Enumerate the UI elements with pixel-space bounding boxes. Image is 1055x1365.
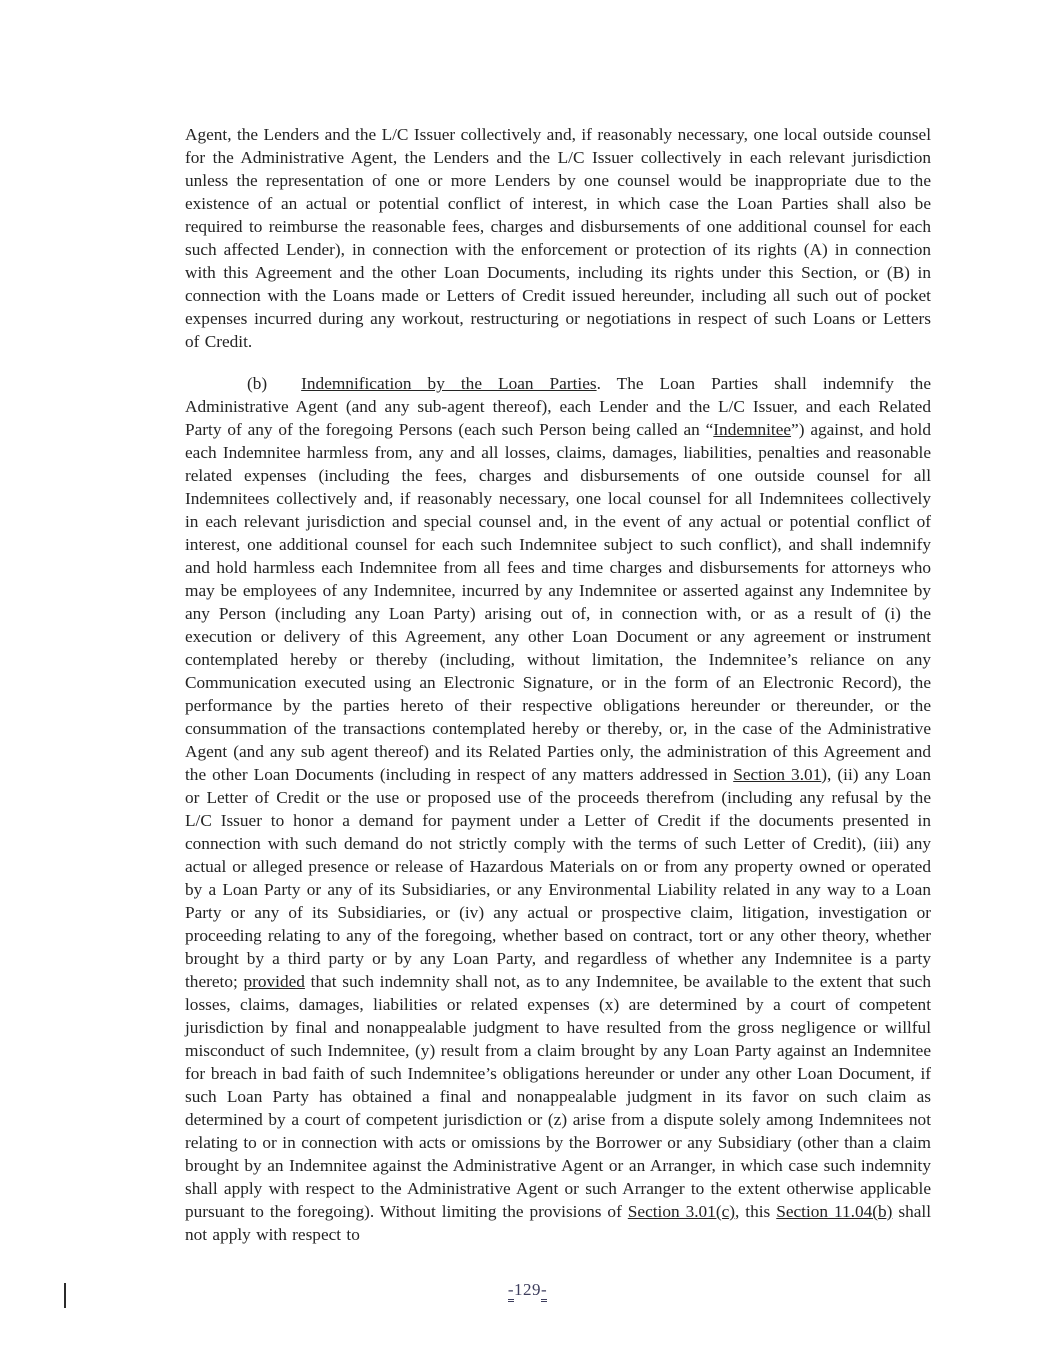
text-segment: ”) against, and hold each Indemnitee harmless from, any and all losses, claims, damages, liabilities, penalties and reasonable related expenses (including the fees, charges and disbursements of one outside counsel for all Indemnitees collectively and, if reasonably necessary, one local counsel for all Indemnitees collectively in each relevant jurisdiction and special counsel and, in the event of any actual or potential conflict of interest, one additional counsel for each such Indemnitee subject to such conflict), and shall indemnify and hold harmless each Indemnitee from all fees and time charges and disbursements for attorneys who may be employees of any Indemnitee, incurred by any Indemnitee or asserted against any Indemnitee by any Person (including any Loan Party) arising out of, in connection with, or as a result of (i) the execution or delivery of this Agreement, any other Loan Document or any agreement or instrument contemplated hereby or thereby (including, without limitation, the Indemnitee’s reliance on any Communication executed using an Electronic Signature, or in the form of an Electronic Record), the performance by the parties hereto of their respective obligations hereunder or thereunder, or the consummation of the transactions contemplated hereby or thereby, or, in the case of the Administrative Agent (and any sub agent thereof) and its Related Parties only, the administration of this Agreement and the other Loan Documents (including in respect of any matters addressed in bbox=[185, 420, 931, 784]
paragraph-indemnification-b bbox=[185, 372, 931, 1246]
text-segment: (b) bbox=[247, 374, 268, 393]
text-segment: provided bbox=[243, 972, 305, 991]
text-segment: Agent, the Lenders and the L/C Issuer collectively and, if reasonably necessary, one local outside counsel for the Administrative Agent, the Lenders and the L/C Issuer collectively in each relevant jurisdiction unless the representation of one or more Lenders by one counsel would be inappropriate due to the existence of an actual or potential conflict of interest, in which case the Loan Parties shall also be required to reimburse the reasonable fees, charges and disbursements of one additional counsel for each such affected Lender), in connection with the enforcement or protection of its rights (A) in connection with this Agreement and the other Loan Documents, including its rights under this Section, or (B) in connection with the Loans made or Letters of Credit issued hereunder, including all such out of pocket expenses incurred during any workout, restructuring or negotiations in respect of such Loans or Letters of Credit. bbox=[185, 125, 931, 351]
text-segment: shall not apply with respect to bbox=[185, 1202, 931, 1244]
text-segment: ), (ii) any Loan or Letter of Credit or the use or proposed use of the proceeds therefrom (including any refusal by the L/C Issuer to honor a demand for payment under a Letter of Credit if the documents presented in connection with such demand do not strictly comply with the terms of such Letter of Credit), (iii) any actual or alleged presence or release of Hazardous Materials on or from any property owned or operated by a Loan Party or any of its Subsidiaries, or any Environmental Liability related in any way to a Loan Party or any of its Subsidiaries, or (iv) any actual or prospective claim, litigation, investigation or proceeding relating to any of the foregoing, whether based on contract, tort or any other theory, whether brought by a third party or by any Loan Party, and regardless of whether any Indemnitee is a party thereto; bbox=[185, 765, 931, 991]
document-text-block bbox=[185, 123, 931, 1246]
text-segment: 129 bbox=[514, 1280, 541, 1299]
page-number bbox=[0, 1280, 1055, 1300]
text-segment: - bbox=[508, 1280, 514, 1302]
text-segment: Section 3.01 bbox=[733, 765, 822, 784]
text-segment: Section 3.01(c) bbox=[627, 1202, 736, 1221]
text-segment: Section 11.04(b) bbox=[776, 1202, 893, 1221]
paragraph-continuation bbox=[185, 123, 931, 353]
text-segment: . The Loan Parties shall indemnify the Administrative Agent (and any sub-agent thereof), each Lender and the L/C Issuer, and each Related Party of any of the foregoing Persons (each such Person being called an “ bbox=[185, 374, 931, 439]
text-segment: that such indemnity shall not, as to any Indemnitee, be available to the extent that such losses, claims, damages, liabilities or related expenses (x) are determined by a court of competent jurisdiction by final and nonappealable judgment to have resulted from the gross negligence or willful misconduct of such Indemnitee, (y) result from a claim brought by any Loan Party against an Indemnitee for breach in bad faith of such Indemnitee’s obligations hereunder or under any other Loan Document, if such Loan Party has obtained a final and nonappealable judgment in its favor on such claim as determined by a court of competent jurisdiction or (z) arise from a dispute solely among Indemnitees not relating to or in connection with acts or omissions by the Borrower or any Subsidiary (other than a claim brought by an Indemnitee against the Administrative Agent or an Arranger, in which case such indemnity shall apply with respect to the Administrative Agent or such Arranger to the extent otherwise applicable pursuant to the foregoing). Without limiting the provisions of bbox=[185, 972, 931, 1221]
text-segment: Indemnification by the Loan Parties bbox=[301, 374, 597, 393]
text-segment: Indemnitee bbox=[713, 420, 792, 439]
text-segment: , this bbox=[735, 1202, 777, 1221]
text-segment: - bbox=[541, 1280, 547, 1302]
